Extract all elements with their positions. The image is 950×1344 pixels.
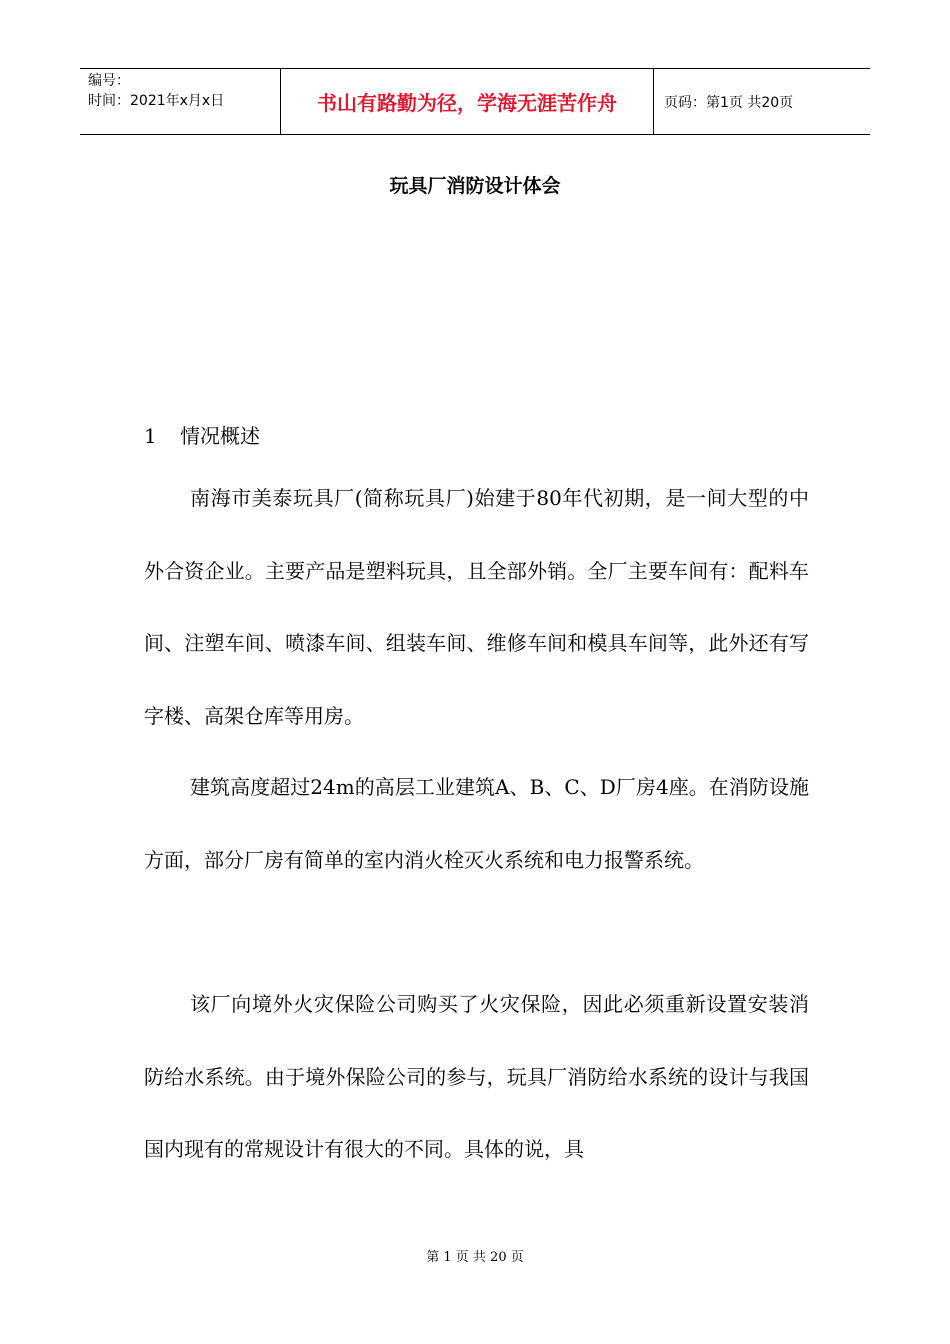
paragraph: 南海市美泰玩具厂(简称玩具厂)始建于80年代初期，是一间大型的中外合资企业。主要产品是塑料玩具，且全部外销。全厂主要车间有：配料车间、注塑车间、喷漆车间、组装车间、维修车间和模具车间等，此外还有写字楼、高架仓库等用房。: [144, 486, 809, 728]
header-page-info: 页码：第1页 共20页: [664, 94, 794, 111]
page-footer: 第 1 页 共 20 页: [426, 1250, 524, 1265]
serial-number-label: 编号：: [88, 73, 130, 89]
document-title: 玩具厂消防设计体会: [389, 175, 561, 197]
paragraph: 建筑高度超过24m的高层工业建筑A、B、C、D厂房4座。在消防设施方面，部分厂房有简单的室内消火栓灭火系统和电力报警系统。: [144, 775, 809, 872]
header-motto: 书山有路勤为径，学海无涯苦作舟: [280, 69, 654, 134]
date-label: 时间：2021年x月x日: [88, 93, 225, 109]
paragraph: 该厂向境外火灾保险公司购买了火灾保险，因此必须重新设置安装消防给水系统。由于境外保险公司的参与，玩具厂消防给水系统的设计与我国国内现有的常规设计有很大的不同。具体的说，具: [144, 992, 809, 1161]
document-header: [80, 68, 870, 135]
section-number: 1: [144, 424, 157, 448]
section-heading: [144, 425, 809, 448]
section-title: 情况概述: [180, 424, 260, 448]
header-meta: [80, 69, 280, 134]
